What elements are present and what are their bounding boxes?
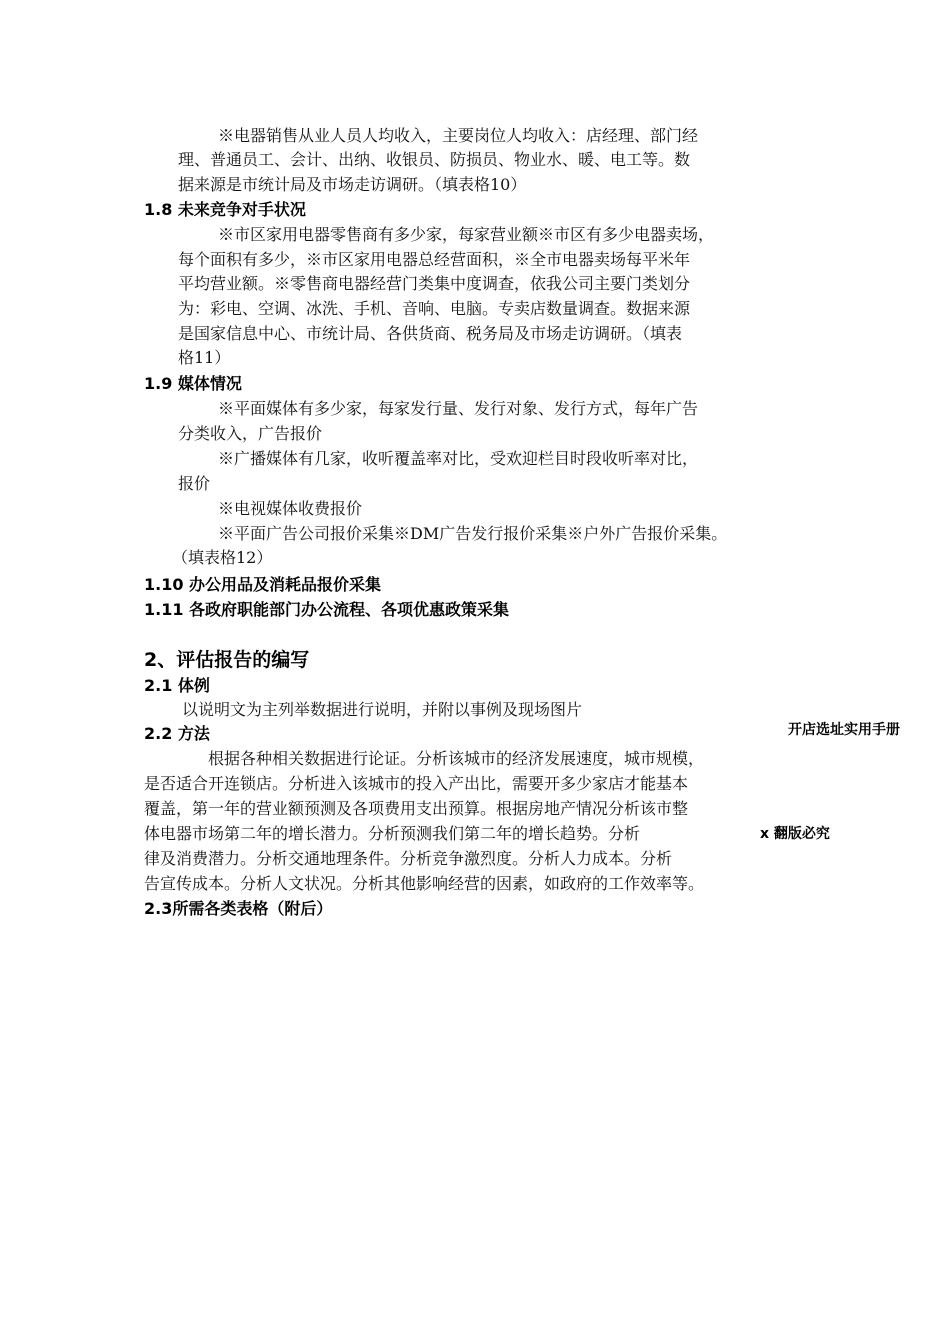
heading-1-11: 1.11 各政府职能部门办公流程、各项优惠政策采集: [144, 600, 510, 619]
s22-line-1: 根据各种相关数据进行论证。分析该城市的经济发展速度，城市规模，: [208, 749, 705, 768]
s19-line-4: 报价: [178, 474, 211, 493]
s19-line-6: ※平面广告公司报价采集※DM广告发行报价采集※户外广告报价采集。: [218, 524, 728, 543]
s21-line: 以说明文为主列举数据进行说明，并附以事例及现场图片: [182, 700, 583, 719]
s22-line-2: 是否适合开连锁店。分析进入该城市的投入产出比，需要开多少家店才能基本: [144, 774, 689, 793]
heading-2-1: 2.1 体例: [144, 676, 210, 695]
sidebar-title: 开店选址实用手册: [788, 722, 900, 738]
s18-line-2: 每个面积有多少，※市区家用电器总经营面积，※全市电器卖场每平米年: [178, 250, 691, 269]
s19-line-3: ※广播媒体有几家，收听覆盖率对比，受欢迎栏目时段收听率对比，: [218, 449, 699, 468]
s18-line-1: ※市区家用电器零售商有多少家，每家营业额※市区有多少电器卖场，: [218, 225, 715, 244]
heading-2: 2、评估报告的编写: [144, 649, 310, 671]
s17-line-2: 理、普通员工、会计、出纳、收银员、防损员、物业水、暖、电工等。数: [178, 150, 691, 169]
s18-line-4: 为：彩电、空调、冰洗、手机、音响、电脑。专卖店数量调查。数据来源: [178, 299, 691, 318]
s18-line-5: 是国家信息中心、市统计局、各供货商、税务局及市场走访调研。（填表: [178, 324, 683, 343]
s19-line-1: ※平面媒体有多少家，每家发行量、发行对象、发行方式，每年广告: [218, 399, 699, 418]
s19-line-7: （填表格12）: [172, 548, 273, 567]
s19-line-2: 分类收入，广告报价: [178, 424, 323, 443]
s22-line-5: 律及消费潜力。分析交通地理条件。分析竞争激烈度。分析人力成本。分析: [144, 849, 673, 868]
s19-line-5: ※电视媒体收费报价: [218, 499, 363, 518]
s22-line-4: 体电器市场第二年的增长潜力。分析预测我们第二年的增长趋势。分析: [144, 824, 641, 843]
s22-line-6: 告宣传成本。分析人文状况。分析其他影响经营的因素，如政府的工作效率等。: [144, 874, 705, 893]
heading-1-9: 1.9 媒体情况: [144, 374, 242, 393]
s17-line-3: 据来源是市统计局及市场走访调研。（填表格10）: [178, 175, 527, 194]
s18-line-3: 平均营业额。※零售商电器经营门类集中度调查，依我公司主要门类划分: [178, 274, 691, 293]
heading-1-8: 1.8 未来竞争对手状况: [144, 200, 306, 219]
heading-1-10: 1.10 办公用品及消耗品报价采集: [144, 575, 382, 594]
s17-line-1: ※电器销售从业人员人均收入，主要岗位人均收入：店经理、部门经: [218, 126, 699, 145]
heading-2-3: 2.3所需各类表格（附后）: [144, 899, 333, 918]
s18-line-6: 格11）: [178, 348, 231, 367]
copyright-notice: x 翻版必究: [760, 826, 830, 842]
heading-2-2: 2.2 方法: [144, 724, 210, 743]
s22-line-3: 覆盖，第一年的营业额预测及各项费用支出预算。根据房地产情况分析该市整: [144, 799, 689, 818]
